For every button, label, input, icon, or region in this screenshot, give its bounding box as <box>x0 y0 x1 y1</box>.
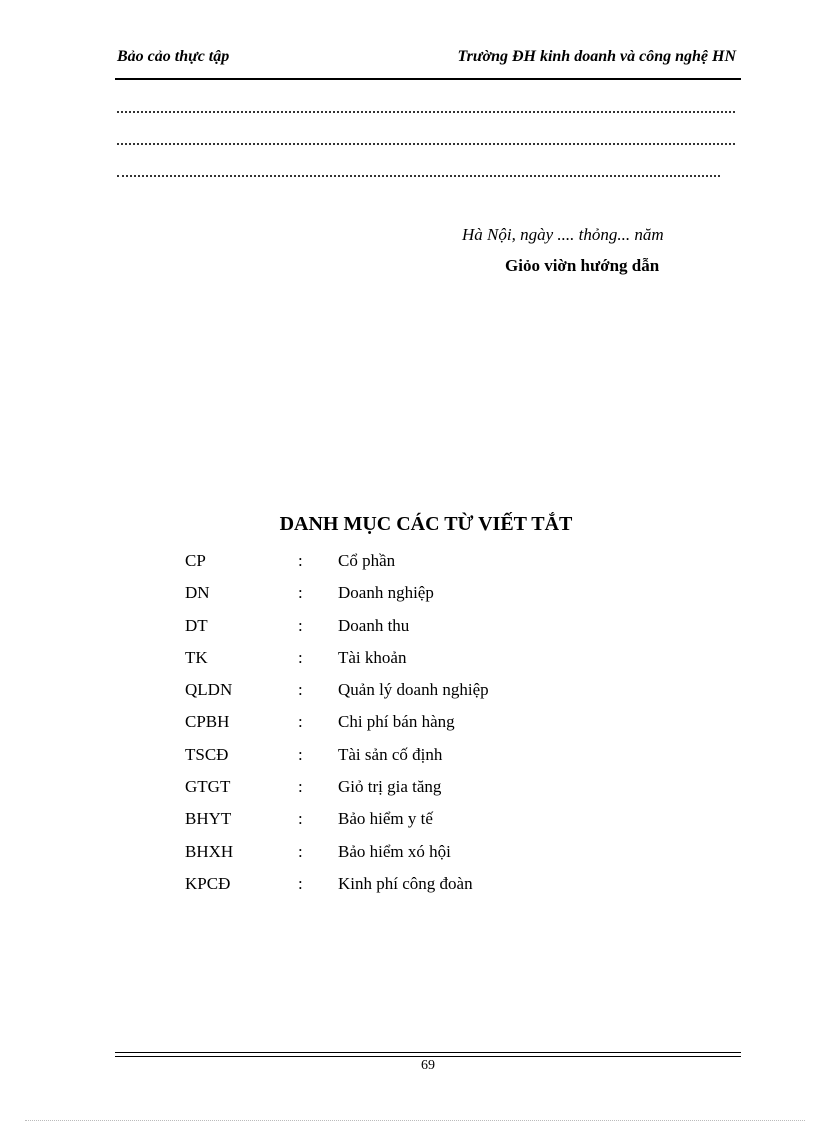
abbreviation-code: TK <box>185 647 208 667</box>
abbreviation-code: KPCĐ <box>185 873 231 893</box>
abbreviation-row <box>185 806 685 838</box>
abbreviation-code: CP <box>185 551 206 570</box>
abbreviation-separator: : <box>298 809 303 829</box>
abbreviation-separator: : <box>298 647 303 667</box>
abbreviation-row <box>185 677 685 709</box>
abbreviation-separator: : <box>298 615 303 635</box>
abbreviation-separator: : <box>298 744 303 764</box>
abbreviation-meaning: Quản lý doanh nghiệp <box>338 680 489 700</box>
abbreviation-meaning: Doanh thu <box>338 615 410 635</box>
supervisor-title: Giỏo viờn hướng dẫn <box>505 256 660 275</box>
dotted-fill-line <box>117 175 720 177</box>
abbreviation-separator: : <box>298 583 303 603</box>
abbreviation-separator: : <box>298 841 303 861</box>
abbreviation-meaning: Giỏ trị gia tăng <box>338 777 442 797</box>
abbreviation-code: TSCĐ <box>185 744 229 764</box>
page-number: 69 <box>421 1058 435 1073</box>
abbreviation-meaning: Chi phí bán hàng <box>338 712 455 732</box>
abbreviation-code: QLDN <box>185 680 233 700</box>
abbreviation-meaning: Cổ phần <box>338 551 396 570</box>
abbreviation-separator: : <box>298 777 303 797</box>
abbreviation-code: BHYT <box>185 809 232 829</box>
abbreviation-code: DT <box>185 615 208 635</box>
dotted-fill-line <box>117 111 735 113</box>
abbreviation-row <box>185 645 685 677</box>
abbreviation-separator: : <box>298 551 303 570</box>
abbreviation-code: BHXH <box>185 841 234 861</box>
abbreviation-code: CPBH <box>185 712 230 732</box>
abbreviation-row <box>185 742 685 774</box>
abbreviation-row <box>185 774 685 806</box>
abbreviation-meaning: Kinh phí công đoàn <box>338 873 473 893</box>
abbreviation-meaning: Tài khoản <box>338 647 407 667</box>
signature-date-line: Hà Nội, ngày .... thỏng... năm <box>462 225 664 244</box>
abbreviation-separator: : <box>298 712 303 732</box>
footer-divider <box>115 1052 741 1053</box>
abbreviation-code: GTGT <box>185 777 231 797</box>
abbreviation-meaning: Bảo hiểm xó hội <box>338 841 451 861</box>
abbreviation-separator: : <box>298 680 303 700</box>
abbreviation-list <box>185 548 685 903</box>
abbreviation-meaning: Tài sản cố định <box>338 744 443 764</box>
footer-divider <box>115 1056 741 1057</box>
abbreviation-code: DN <box>185 583 210 603</box>
page-bottom-dotted-border <box>25 1120 805 1121</box>
dotted-fill-line <box>117 143 735 145</box>
abbreviation-row <box>185 709 685 741</box>
abbreviation-row <box>185 548 685 580</box>
abbreviation-row <box>185 580 685 612</box>
abbreviation-meaning: Doanh nghiệp <box>338 583 434 603</box>
header-divider <box>115 78 741 80</box>
abbreviation-list-title: DANH MỤC CÁC TỪ VIẾT TẮT <box>279 513 573 535</box>
header-report-title: Bảo cảo thực tập <box>117 48 230 65</box>
abbreviation-row <box>185 839 685 871</box>
abbreviation-meaning: Bảo hiểm y tế <box>338 809 433 829</box>
abbreviation-row <box>185 871 685 903</box>
abbreviation-row <box>185 613 685 645</box>
header-university-name: Trường ĐH kinh doanh và công nghệ HN <box>457 48 736 65</box>
abbreviation-separator: : <box>298 873 303 893</box>
